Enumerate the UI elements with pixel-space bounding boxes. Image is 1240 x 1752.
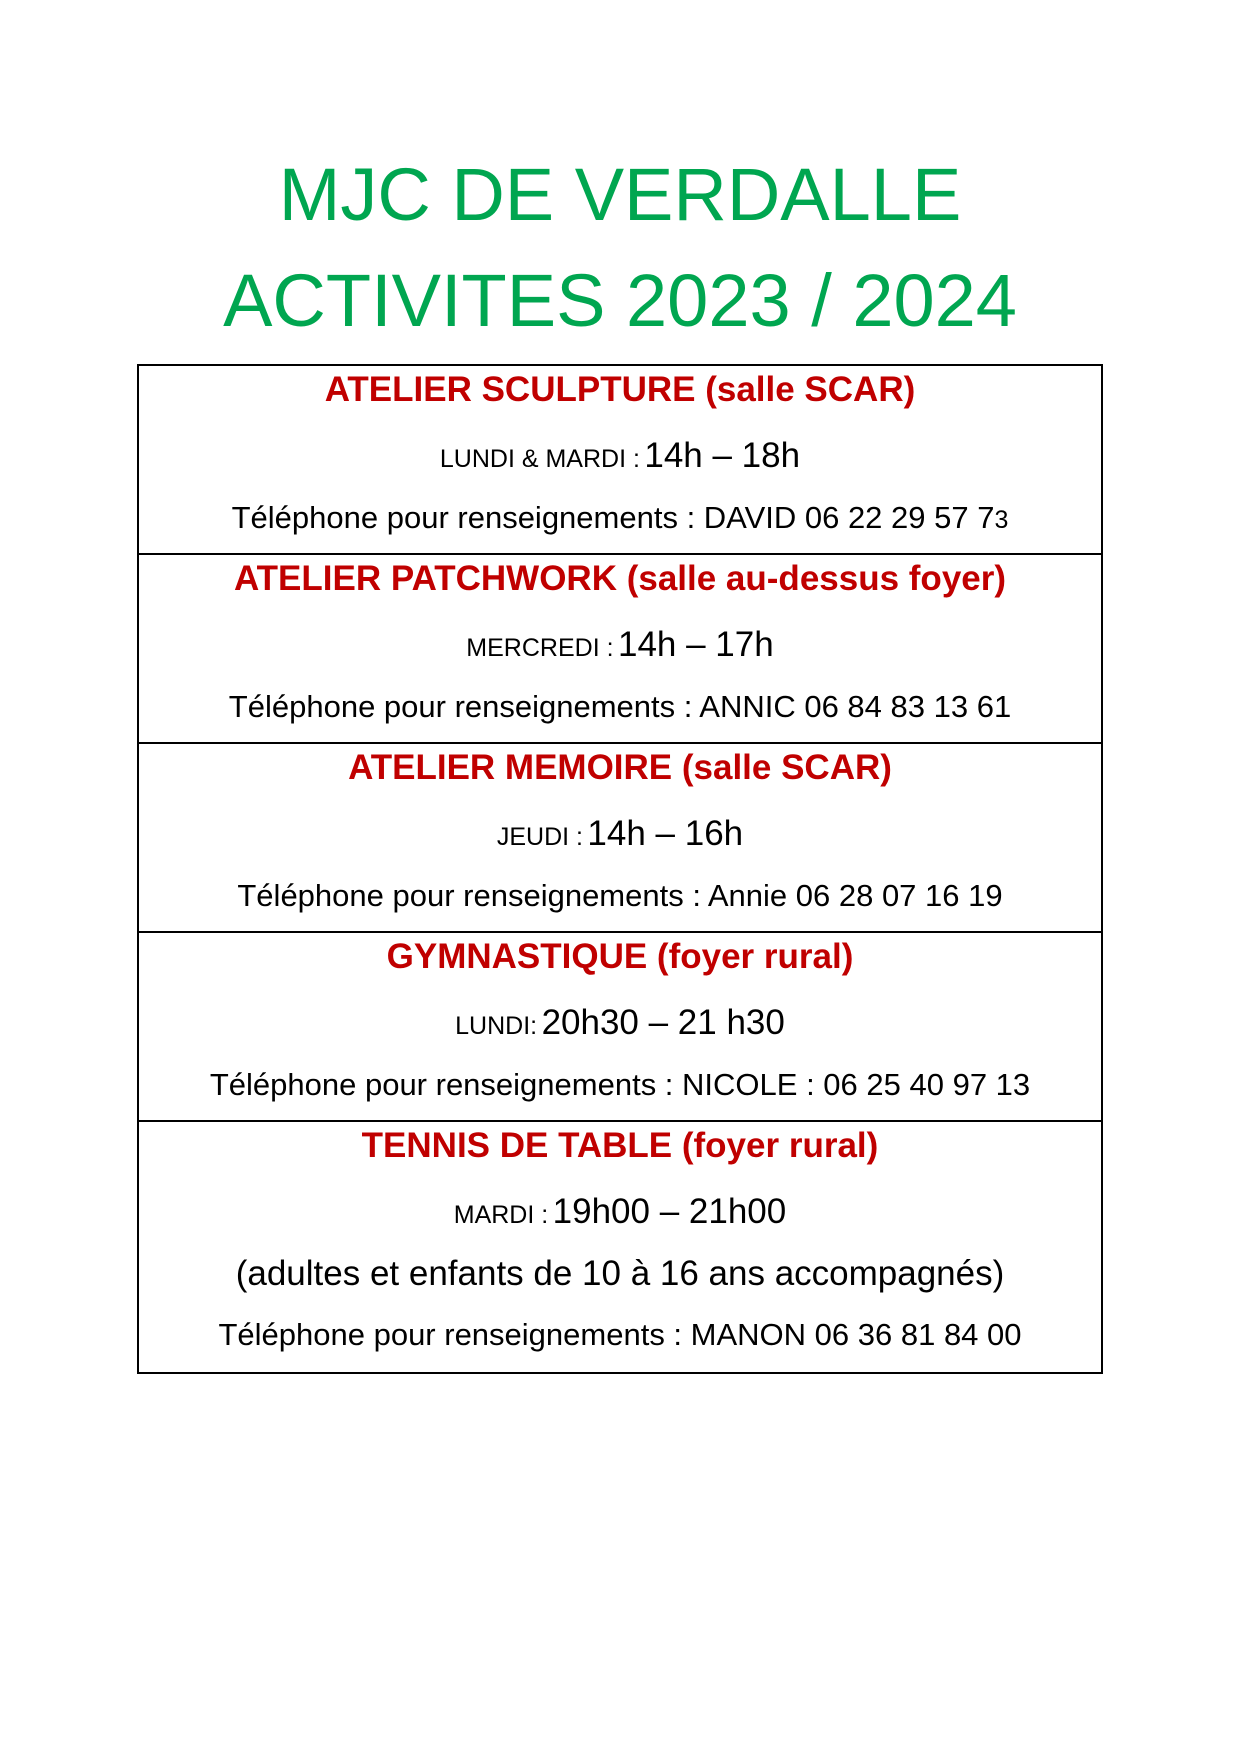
activity-day: LUNDI & MARDI : xyxy=(439,445,640,473)
activity-contact: Téléphone pour renseignements : ANNIC 06 84 83 13 61 xyxy=(228,689,1012,724)
activity-day: LUNDI: xyxy=(455,1012,538,1040)
activity-schedule xyxy=(139,438,1101,473)
activity-memoire xyxy=(139,744,1101,933)
activity-schedule xyxy=(139,1194,1101,1229)
page-title: MJC DE VERDALLE xyxy=(278,153,962,236)
activity-time: 19h00 – 21h00 xyxy=(552,1192,787,1231)
activity-contact: Téléphone pour renseignements : MANON 06 36 81 84 00 xyxy=(218,1317,1022,1352)
activity-contact: Téléphone pour renseignements : Annie 06 28 07 16 19 xyxy=(237,878,1003,913)
activity-time: 14h – 18h xyxy=(644,436,801,475)
activity-day: JEUDI : xyxy=(496,823,583,851)
activity-heading: GYMNASTIQUE (foyer rural) xyxy=(386,937,854,976)
page-subtitle: ACTIVITES 2023 / 2024 xyxy=(223,259,1017,342)
activity-time: 14h – 16h xyxy=(587,814,744,853)
activities-table xyxy=(137,364,1103,1374)
activity-heading: ATELIER SCULPTURE (salle SCAR) xyxy=(324,370,916,409)
activity-schedule xyxy=(139,816,1101,851)
activity-note: (adultes et enfants de 10 à 16 ans accompagnés) xyxy=(235,1254,1005,1293)
activity-gymnastique xyxy=(139,933,1101,1122)
activity-time: 20h30 – 21 h30 xyxy=(541,1003,785,1042)
activity-heading: ATELIER PATCHWORK (salle au-dessus foyer) xyxy=(233,559,1007,598)
activity-day: MARDI : xyxy=(453,1201,549,1229)
activity-sculpture xyxy=(139,366,1101,555)
activity-contact xyxy=(139,502,1101,533)
activity-day: MERCREDI : xyxy=(466,634,614,662)
activity-schedule xyxy=(139,627,1101,662)
activity-schedule xyxy=(139,1005,1101,1040)
activity-contact: Téléphone pour renseignements : NICOLE : 06 25 40 97 13 xyxy=(209,1067,1031,1102)
activity-heading: ATELIER MEMOIRE (salle SCAR) xyxy=(348,748,892,787)
activity-contact-text: Téléphone pour renseignements : DAVID 06 22 29 57 7 xyxy=(231,500,995,535)
activity-tennis-de-table xyxy=(139,1122,1101,1372)
activity-time: 14h – 17h xyxy=(617,625,774,664)
activity-contact-last-digit: 3 xyxy=(994,506,1009,534)
activity-heading: TENNIS DE TABLE (foyer rural) xyxy=(361,1126,879,1165)
activity-patchwork xyxy=(139,555,1101,744)
